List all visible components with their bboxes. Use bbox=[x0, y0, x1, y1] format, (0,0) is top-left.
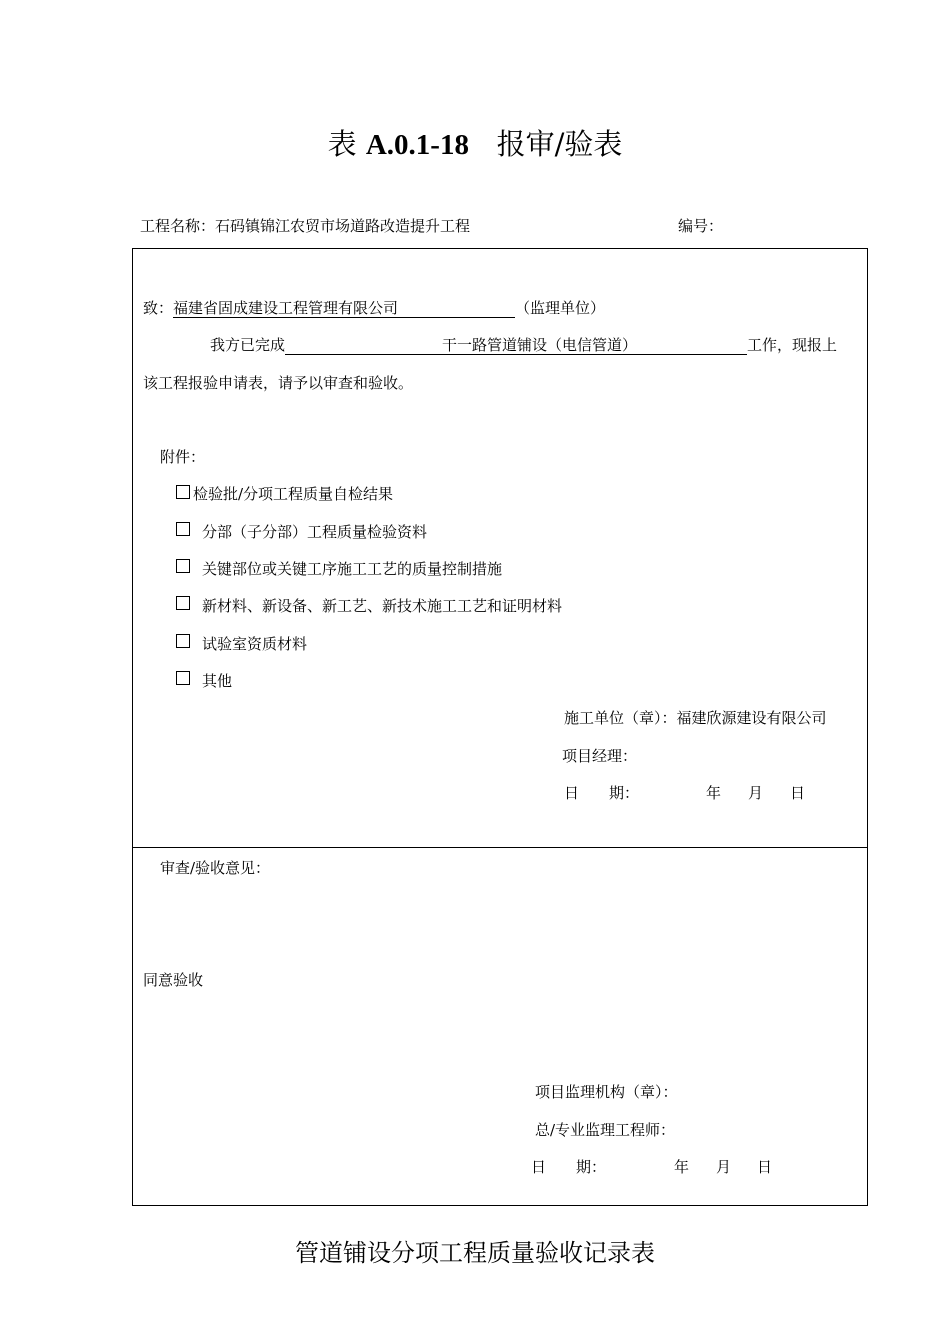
review-date-label: 日 期： bbox=[531, 1158, 607, 1176]
statement-suffix: 工作，现报上 bbox=[747, 336, 838, 354]
contractor-line: 施工单位（章）：福建欣源建设有限公司 bbox=[564, 709, 827, 727]
attachment-checkbox-5[interactable] bbox=[176, 634, 190, 648]
attachment-checkbox-3[interactable] bbox=[176, 559, 190, 573]
attachment-label-5: 试验室资质材料 bbox=[202, 635, 308, 653]
opinion-text: 同意验收 bbox=[143, 971, 204, 989]
title-prefix: 表 bbox=[327, 127, 357, 161]
statement-prefix: 我方已完成 bbox=[210, 336, 286, 354]
attachment-checkbox-6[interactable] bbox=[176, 671, 190, 685]
review-date-day: 日 bbox=[757, 1158, 773, 1176]
work-item: 干一路管道铺设（电信管道） bbox=[442, 336, 638, 354]
title-name: 报审/验表 bbox=[496, 127, 623, 161]
contractor-date-day: 日 bbox=[790, 784, 806, 802]
supervising-engineer-line: 总/专业监理工程师： bbox=[535, 1121, 676, 1139]
review-section bbox=[132, 847, 868, 1206]
addressee-suffix: （监理单位） bbox=[515, 299, 606, 317]
attachment-checkbox-2[interactable] bbox=[176, 522, 190, 536]
attachment-label-2: 分部（子分部）工程质量检验资料 bbox=[202, 523, 428, 541]
project-manager-line: 项目经理： bbox=[562, 747, 638, 765]
attachment-checkbox-1[interactable] bbox=[176, 485, 190, 499]
contractor-date-label: 日 期： bbox=[564, 784, 640, 802]
title-code: A.0.1-18 bbox=[365, 129, 469, 161]
contractor-date-year: 年 bbox=[706, 784, 722, 802]
review-date-month: 月 bbox=[716, 1158, 732, 1176]
attachment-label-4: 新材料、新设备、新工艺、新技术施工工艺和证明材料 bbox=[202, 597, 563, 615]
supervision-org-line: 项目监理机构（章）： bbox=[535, 1083, 678, 1101]
project-name: 工程名称：石码镇锦江农贸市场道路改造提升工程 bbox=[140, 217, 471, 235]
addressee-prefix: 致： bbox=[143, 299, 174, 317]
application-section bbox=[132, 248, 868, 848]
attachment-label-3: 关键部位或关键工序施工工艺的质量控制措施 bbox=[202, 560, 503, 578]
attachment-checkbox-4[interactable] bbox=[176, 596, 190, 610]
supervision-unit: 福建省固成建设工程管理有限公司 bbox=[173, 299, 515, 318]
form-number-label: 编号： bbox=[678, 217, 724, 235]
form-title bbox=[0, 122, 950, 163]
opinion-label: 审查/验收意见： bbox=[160, 859, 271, 877]
addressee-line bbox=[143, 297, 605, 318]
attachments-label: 附件： bbox=[160, 448, 206, 466]
statement-line-1 bbox=[210, 334, 837, 355]
review-date-year: 年 bbox=[674, 1158, 690, 1176]
next-form-title: 管道铺设分项工程质量验收记录表 bbox=[295, 1239, 655, 1267]
attachment-label-6: 其他 bbox=[202, 672, 233, 690]
contractor-date-month: 月 bbox=[748, 784, 764, 802]
attachment-label-1: 检验批/分项工程质量自检结果 bbox=[193, 485, 394, 503]
statement-line-2: 该工程报验申请表，请予以审查和验收。 bbox=[143, 374, 414, 392]
